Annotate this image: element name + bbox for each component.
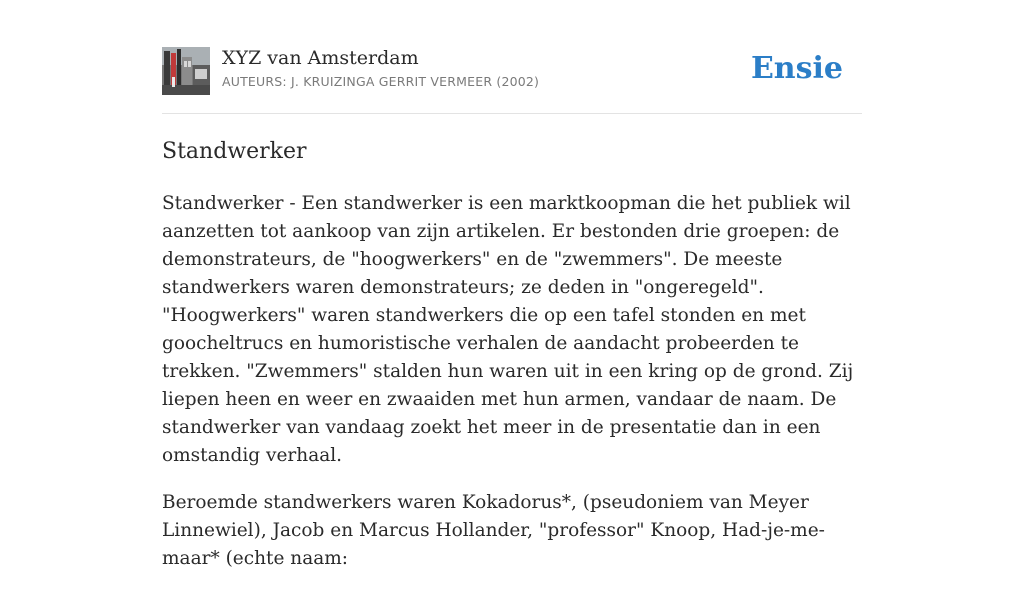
- paragraph-line: in een kring op de grond. Zij liepen heen en weer en zwaaiden met hun armen,: [162, 361, 854, 410]
- paragraph-line: demonstrateurs, de "hoogwerkers" en de "zwemmers". De meeste standwerkers: [162, 249, 783, 298]
- entry-paragraph-2: [162, 489, 862, 573]
- paragraph-line: vandaar de naam. De standwerker van vandaag zoekt het meer in de presentatie: [162, 389, 837, 438]
- book-cover-image: [162, 47, 210, 95]
- entry-content: [162, 190, 862, 592]
- book-authors: AUTEURS: J. KRUIZINGA GERRIT VERMEER (2002): [222, 74, 540, 89]
- entry-paragraph-1: [162, 190, 862, 470]
- paragraph-line: aanzetten tot aankoop van zijn artikelen. Er bestonden drie groepen: de: [162, 221, 840, 242]
- entry-title: Standwerker: [162, 139, 307, 164]
- paragraph-line: verhalen de aandacht probeerden te trekken. "Zwemmers" stalden hun waren uit: [162, 333, 799, 382]
- paragraph-line: waren demonstrateurs; ze deden in "ongeregeld". "Hoogwerkers" waren: [162, 277, 764, 326]
- book-header: [162, 46, 862, 114]
- paragraph-line: Beroemde standwerkers waren Kokadorus*, (pseudoniem van Meyer Linnewiel),: [162, 492, 809, 541]
- book-title[interactable]: XYZ van Amsterdam: [222, 47, 419, 69]
- paragraph-line: Jacob en Marcus Hollander, "professor" Knoop, Had-je-me-maar* (echte naam:: [162, 520, 825, 569]
- paragraph-line: Standwerker - Een standwerker is een marktkoopman die het publiek wil: [162, 193, 851, 214]
- paragraph-line: dan in een omstandig verhaal.: [162, 417, 821, 466]
- book-cover-avatar[interactable]: [162, 47, 210, 95]
- paragraph-line: standwerkers die op een tafel stonden en met goocheltrucs en humoristische: [162, 305, 806, 354]
- ensie-logo[interactable]: Ensie: [750, 51, 843, 86]
